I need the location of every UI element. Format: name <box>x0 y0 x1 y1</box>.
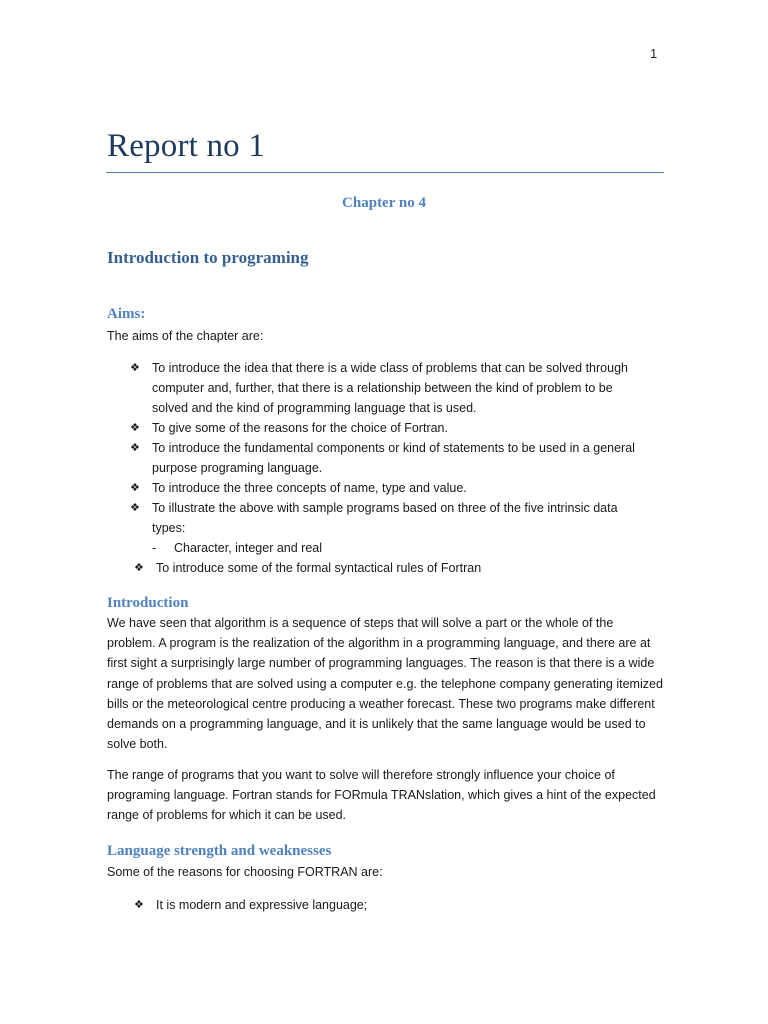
introduction-paragraph-2: The range of programs that you want to solve will therefore strongly influence your choice of programing language. Fortran stands for FORmula TRANslation, which gives a hint of the expected range of problems for which it can be used. <box>107 768 656 823</box>
intro-heading: Introduction to programing <box>107 248 309 267</box>
strengths-bullet-1: ❖ It is modern and expressive language; <box>134 895 664 915</box>
strengths-heading: Language strength and weaknesses <box>107 843 332 859</box>
aims-lead: The aims of the chapter are: <box>107 329 264 343</box>
bullet-diamond-icon: ❖ <box>130 422 140 434</box>
aims-bullet-4: ❖ To introduce the three concepts of name, type and value. <box>130 478 660 498</box>
aims-bullet-2: ❖ To give some of the reasons for the choice of Fortran. <box>130 418 660 438</box>
dash-marker: - <box>152 541 157 555</box>
aims-bullet-6: ❖ To introduce some of the formal syntactical rules of Fortran <box>134 558 664 578</box>
title-underline <box>106 172 664 173</box>
report-title: Report no 1 <box>107 128 266 164</box>
introduction-heading: Introduction <box>107 595 189 611</box>
chapter-heading: Chapter no 4 <box>342 195 426 211</box>
aims-bullet-1: ❖ To introduce the idea that there is a wide class of problems that can be solved through computer and, further, that there is a relationship between the kind of problem to be solved and the kind of programming language that is used. <box>130 358 660 418</box>
bullet-diamond-icon: ❖ <box>130 482 140 494</box>
bullet-diamond-icon: ❖ <box>130 442 140 454</box>
aims-heading: Aims: <box>107 306 146 322</box>
bullet-diamond-icon: ❖ <box>134 562 144 574</box>
aims-bullet-5: ❖ To illustrate the above with sample programs based on three of the five intrinsic data types: <box>130 498 660 538</box>
aims-sub-item: - Character, integer and real <box>152 538 452 558</box>
page-number: 1 <box>650 46 658 61</box>
bullet-diamond-icon: ❖ <box>130 362 140 374</box>
bullet-diamond-icon: ❖ <box>134 899 144 911</box>
strengths-lead: Some of the reasons for choosing FORTRAN are: <box>107 865 383 879</box>
introduction-paragraph-1: We have seen that algorithm is a sequence of steps that will solve a part or the whole of the problem. A program is the realization of the algorithm in a programming language, and there are at first sight a surprisingly large number of programming languages. The reason is that there is a wide range of problems that are solved using a computer e.g. the telephone company generating itemized bills or the meteorological centre producing a weather forecast. These two programs make different demands on a programming language, and it is unlikely that the same language would be used to solve both. <box>107 616 663 752</box>
aims-bullet-3: ❖ To introduce the fundamental components or kind of statements to be used in a general purpose programing language. <box>130 438 660 478</box>
bullet-diamond-icon: ❖ <box>130 502 140 514</box>
